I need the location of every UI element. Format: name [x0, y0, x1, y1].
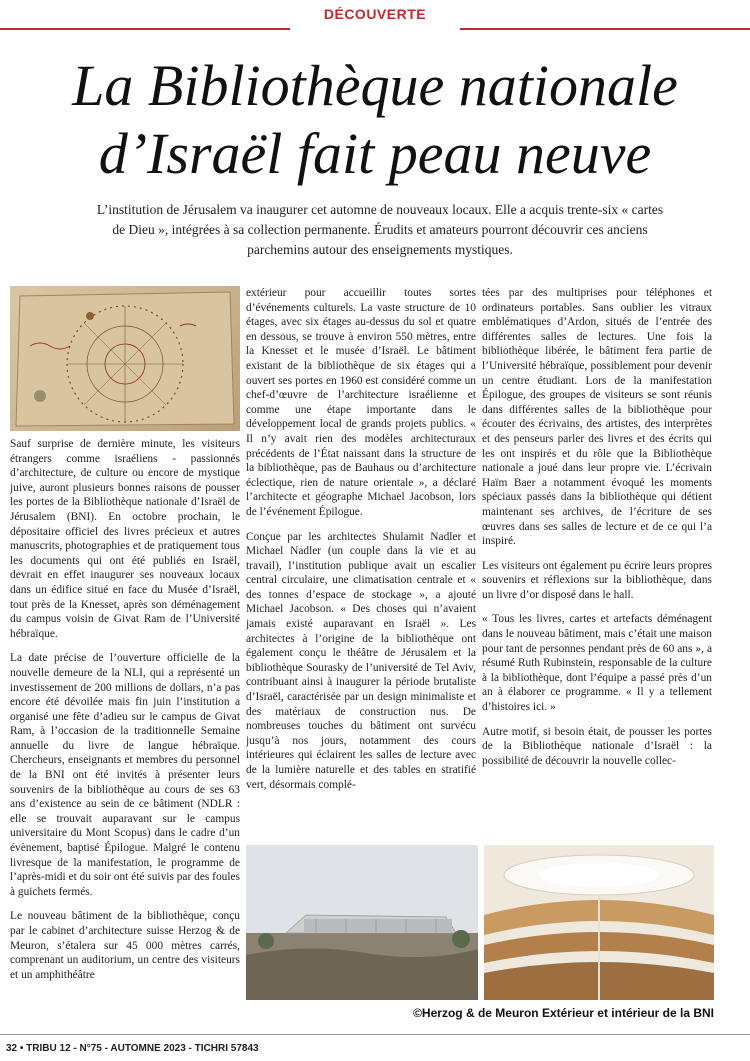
photo-caption: ©Herzog & de Meuron Extérieur et intérieur de la BNI — [413, 1006, 714, 1020]
column-1 — [10, 437, 240, 1027]
parchment-illustration — [10, 286, 240, 431]
interior-illustration — [484, 845, 714, 1000]
section-rubric: DÉCOUVERTE — [323, 6, 427, 22]
col3-paragraph-4: Autre motif, si besoin était, de pousser les portes de la Bibliothèque nationale d’Israël : la possibilité de découvrir la nouvelle collec- — [482, 725, 712, 767]
col2-paragraph-2: Conçue par les architectes Shulamit Nadler et Michael Nadler (un couple dans la vie et au travail), l’institution publique avait un escalier central circulaire, une climatisation centrale et « des tonnes d’espace de stockage », a ajouté Michael Jacobson. « Des choses qui n’avaient jamais existé auparavant en Israël ». Les architectes à l’origine de la bibliothèque ont également conçu le théâtre de Jérusalem et la bibliothèque Sourasky de l’université de Tel Aviv, contribuant ainsi à inaugurer la période brutaliste d’Israël, caractérisée par un design minimaliste et des matériaux de construction nus. De nombreuses touches du bâtiment ont survécu jusqu’à nos jours, notamment des cours intérieures qui éclairent les salles de lecture avec de la lumière naturelle et des tables en stratifié vert, désormais complé- — [246, 530, 476, 791]
col1-paragraph-3: Le nouveau bâtiment de la bibliothèque, conçu par le cabinet d’architecture suisse Herzog & de Meuron, s’étalera sur 45 000 mètres carrés, comprenant un auditorium, un centre des visiteurs et un amphithéâtre — [10, 910, 240, 981]
library-exterior-photo — [246, 845, 478, 1000]
col3-paragraph-2: Les visiteurs ont également pu écrire leurs propres souvenirs et réflexions sur la bibliothèque, dans un livre d’or disposé dans le hall. — [482, 559, 712, 601]
parchment-map-image — [10, 286, 240, 431]
col2-paragraph-1: extérieur pour accueillir toutes sortes d’événements culturels. La vaste structure de 10 étages, avec six étages au-dessus du sol et quatre en dessous, se trouve à environ 550 mètres, entre la Knesset et le musée d’Israël. Le bâtiment existant de la bibliothèque de six étages qui a ouvert ses portes en 1960 est considéré comme un chef-d’œuvre de l’architecture israélienne et comme une étape importante dans le développement local de grands projets publics. « Il n’y avait rien des modèles architecturaux précédents de l’État naissant dans la structure de la bibliothèque, pas de Bauhaus ou d’architecture éclectique, rien de nature orientale », a déclaré l’architecte et géographe Michael Jacobson, lors de l’événement Épilogue. — [246, 287, 476, 518]
footer-rule — [0, 1034, 750, 1035]
exterior-illustration — [246, 845, 478, 1000]
col3-paragraph-1: tées par des multiprises pour téléphones et ordinateurs portables. Sans oublier les vitraux emblématiques d’Ardon, situés de l’entrée des différentes salles de lectures. Une fois la bibliothèque libérée, le bâtiment fera partie de l’Université hébraïque, possiblement pour devenir un centre étudiant. Lors de la manifestation Épilogue, des groupes de visiteurs se sont réunis dans différentes salles de la bibliothèque pour écouter des écrivains, des artistes, des interprètes et des penseurs parler des livres et des écrits qui les ont inspirés et du rôle que la Bibliothèque nationale a joué dans leur propre vie. L’écrivain Haïm Baer a notamment évoqué les moments spéciaux passés dans la bibliothèque qui détient maintenant ses archives, de l’écriture de ses œuvres dans ses salles de lecture et de ce qui l’a inspiré. — [482, 287, 712, 548]
article-lede: L’institution de Jérusalem va inaugurer cet automne de nouveaux locaux. Elle a acquis trente-six « cartes de Dieu », intégrées à sa collection permanente. Érudits et amateurs pourront découvrir ces anciens parchemins autour des enseignements mystiques. — [96, 202, 664, 257]
page-footer: 32 • TRIBU 12 - N°75 - AUTOMNE 2023 - TICHRI 57843 — [6, 1043, 259, 1054]
column-3 — [482, 286, 712, 836]
title-line-1: La Bibliothèque nationale — [72, 53, 678, 118]
title-line-2: d’Israël fait peau neuve — [98, 121, 652, 186]
rubric-rule-left — [0, 28, 290, 30]
library-interior-photo — [484, 845, 714, 1000]
article-title — [0, 52, 750, 188]
col3-paragraph-3: « Tous les livres, cartes et artefacts déménagent dans le nouveau bâtiment, mais c’était une maison pour tant de personnes pendant près de 60 ans », a résumé Ruth Rubinstein, responsable de la culture à la bibliothèque, dont l’équipe a passé près d’un an à élaborer ce programme. « Il y a tellement d’histoires ici. » — [482, 613, 712, 714]
column-2 — [246, 286, 476, 836]
rubric-rule-right — [460, 28, 750, 30]
col1-paragraph-1: Sauf surprise de dernière minute, les visiteurs étrangers comme israéliens - passionnés d’architecture, de culture ou encore de mystique juive, auront plusieurs bonnes raisons de pousser les portes de la Bibliothèque nationale d’Israël de Jérusalem (BNI). En octobre prochain, le dépositaire officiel des livres précieux et autres manuscrits, photographies et de pratiquement tous les documents qui ont été publiés en Israël, devrait en effet inaugurer ses nouveaux locaux dans un édifice situé en face du Musée d’Israël, tout près de la Knesset, après son déménagement du campus voisin de Givat Ram de l’Université hébraïque. — [10, 438, 240, 640]
col1-paragraph-2: La date précise de l’ouverture officielle de la nouvelle demeure de la NLI, qui a représenté un investissement de 200 millions de dollars, n’a pas encore été dévoilée mais fin juin l’institution a organisé une fête d’adieu sur le campus de Givat Ram, à l’occasion de la traditionnelle Semaine annuelle du livre de langue hébraïque. Chercheurs, enseignants et membres du personnel de la BNI ont été invités à présenter leurs souvenirs de la bibliothèque au cours de ses 63 ans d’existence au sein de ce bâtiment (NDLR : elle se trouvait auparavant sur le campus universitaire du Mont Scopus) dans le cadre d’un évènement, baptisé Épilogue. Malgré le contenu livresque de la manifestation, le programme de l’après-midi et du soir ont été suivis par des foules à guichets fermés. — [10, 652, 240, 898]
